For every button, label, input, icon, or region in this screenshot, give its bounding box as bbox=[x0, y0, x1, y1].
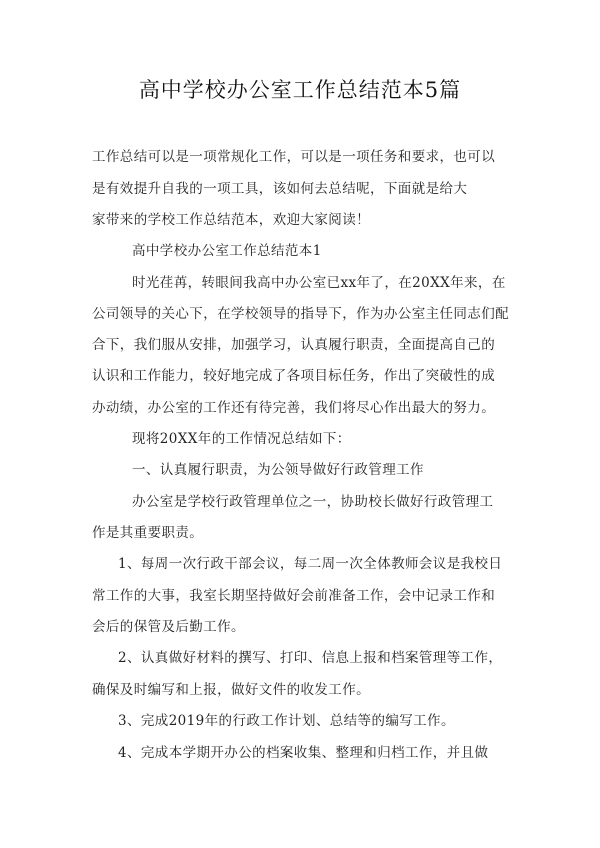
paragraph-line: 现将20XX年的工作情况总结如下： bbox=[132, 431, 351, 447]
paragraph-line: 常工作的大事，我室长期坚持做好会前准备工作，会中记录工作和 bbox=[92, 588, 496, 604]
paragraph-line: 办动绩，办公室的工作还有待完善，我们将尽心作出最大的努力。 bbox=[92, 400, 496, 416]
paragraph-line: 会后的保管及后勤工作。 bbox=[92, 619, 245, 635]
list-item: 2、认真做好材料的撰写、打印、信息上报和档案管理等工作， bbox=[118, 650, 503, 666]
paragraph-line: 时光荏苒，转眼间我高中办公室已xx年了，在20XX年来，在 bbox=[132, 275, 506, 291]
paragraph-line: 认识和工作能力，较好地完成了各项目标任务，作出了突破性的成 bbox=[92, 368, 496, 384]
list-item: 1、每周一次行政干部会议，每二周一次全体教师会议是我校日 bbox=[118, 556, 503, 572]
paragraph-line: 办公室是学校行政管理单位之一，协助校长做好行政管理工 bbox=[132, 494, 494, 510]
list-item: 3、完成2019年的行政工作计划、总结等的编写工作。 bbox=[118, 713, 455, 729]
paragraph-line: 工作总结可以是一项常规化工作，可以是一项任务和要求，也可以 bbox=[92, 149, 496, 165]
paragraph-line: 合下，我们服从安排，加强学习，认真履行职责，全面提高自己的 bbox=[92, 337, 496, 353]
paragraph-line: 家带来的学校工作总结范本，欢迎大家阅读！ bbox=[92, 212, 370, 228]
section-heading: 一、认真履行职责，为公领导做好行政管理工作 bbox=[132, 462, 424, 478]
paragraph-line: 是有效提升自我的一项工具，该如何去总结呢，下面就是给大 bbox=[92, 181, 468, 197]
paragraph-line: 确保及时编写和上报，做好文件的收发工作。 bbox=[92, 682, 370, 698]
document-title: 高中学校办公室工作总结范本5篇 bbox=[138, 78, 462, 102]
list-item: 4、完成本学期开办公的档案收集、整理和归档工作，并且做 bbox=[118, 745, 489, 761]
paragraph-line: 公司领导的关心下，在学校领导的指导下，作为办公室主任同志们配 bbox=[92, 306, 509, 322]
section-heading: 高中学校办公室工作总结范本1 bbox=[132, 243, 322, 259]
paragraph-line: 作是其重要职责。 bbox=[92, 525, 204, 541]
